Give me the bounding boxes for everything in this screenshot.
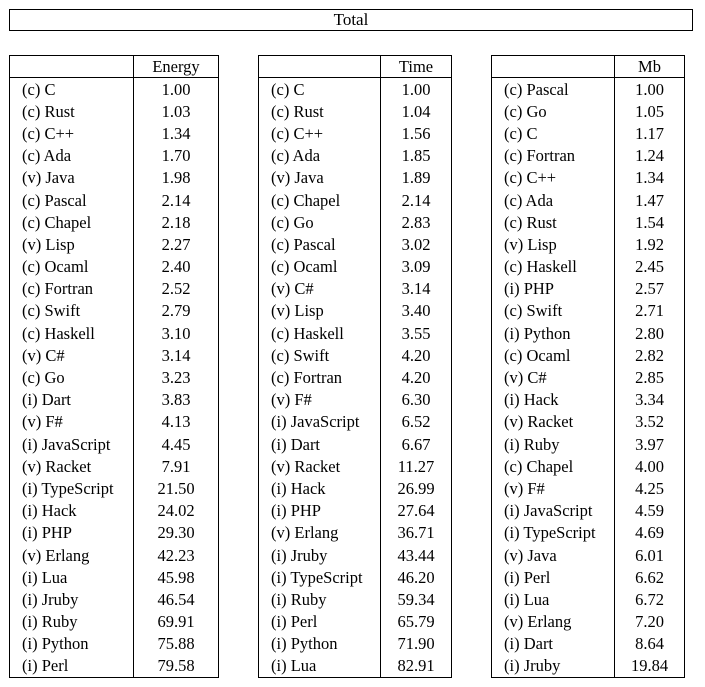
value-cell: 6.72 — [615, 588, 685, 610]
language-cell: (i) Lua — [10, 566, 134, 588]
language-cell: (v) Racket — [259, 455, 381, 477]
value-cell: 1.56 — [381, 122, 452, 144]
value-cell: 1.89 — [381, 167, 452, 189]
language-cell: (v) C# — [492, 366, 615, 388]
language-cell: (c) Swift — [492, 300, 615, 322]
language-cell: (c) Rust — [492, 211, 615, 233]
table-row — [492, 167, 685, 189]
value-cell: 4.20 — [381, 366, 452, 388]
value-cell: 2.57 — [615, 278, 685, 300]
language-cell: (i) Python — [492, 322, 615, 344]
value-cell: 2.83 — [381, 211, 452, 233]
language-cell: (v) Erlang — [10, 544, 134, 566]
table-row — [492, 566, 685, 588]
language-cell: (v) Java — [10, 167, 134, 189]
language-cell: (c) Fortran — [10, 278, 134, 300]
table-row — [10, 322, 219, 344]
value-cell: 1.34 — [615, 167, 685, 189]
language-cell: (i) Dart — [259, 433, 381, 455]
table-row — [492, 611, 685, 633]
language-cell: (c) C++ — [492, 167, 615, 189]
table-row — [259, 477, 452, 499]
table-row — [259, 256, 452, 278]
value-cell: 71.90 — [381, 633, 452, 655]
table-row — [492, 455, 685, 477]
value-cell: 46.20 — [381, 566, 452, 588]
table-row — [259, 433, 452, 455]
value-cell: 6.62 — [615, 566, 685, 588]
table-row — [10, 522, 219, 544]
value-cell: 1.47 — [615, 189, 685, 211]
table-row — [492, 211, 685, 233]
table-row — [492, 588, 685, 610]
table-row — [259, 389, 452, 411]
table-row — [259, 122, 452, 144]
table-row — [259, 588, 452, 610]
language-cell: (c) Ada — [492, 189, 615, 211]
value-cell: 4.20 — [381, 344, 452, 366]
table-row — [10, 189, 219, 211]
value-cell: 3.40 — [381, 300, 452, 322]
value-cell: 4.00 — [615, 455, 685, 477]
table-row — [10, 611, 219, 633]
table-row — [492, 100, 685, 122]
language-cell: (v) C# — [10, 344, 134, 366]
language-cell: (c) Ocaml — [492, 344, 615, 366]
value-cell: 3.14 — [134, 344, 219, 366]
value-cell: 4.13 — [134, 411, 219, 433]
table-row — [492, 477, 685, 499]
language-cell: (i) Jruby — [259, 544, 381, 566]
language-cell: (c) Fortran — [259, 366, 381, 388]
table-row — [492, 366, 685, 388]
table-row — [259, 455, 452, 477]
language-cell: (i) Jruby — [10, 588, 134, 610]
table-row — [492, 278, 685, 300]
table-row — [259, 78, 452, 101]
language-cell: (i) JavaScript — [492, 500, 615, 522]
table-row — [10, 433, 219, 455]
language-cell: (i) Python — [259, 633, 381, 655]
table-row — [492, 544, 685, 566]
table-row — [492, 256, 685, 278]
language-cell: (c) C — [492, 122, 615, 144]
table-row — [492, 122, 685, 144]
language-cell: (v) Erlang — [259, 522, 381, 544]
table-row — [10, 100, 219, 122]
language-cell: (i) PHP — [259, 500, 381, 522]
language-cell: (v) Lisp — [259, 300, 381, 322]
table-row — [10, 122, 219, 144]
language-cell: (c) Ocaml — [10, 256, 134, 278]
table-row — [10, 500, 219, 522]
value-cell: 11.27 — [381, 455, 452, 477]
language-cell: (c) Chapel — [259, 189, 381, 211]
value-cell: 3.23 — [134, 366, 219, 388]
language-cell: (i) Perl — [259, 611, 381, 633]
language-cell: (i) Lua — [492, 588, 615, 610]
value-cell: 1.98 — [134, 167, 219, 189]
language-cell: (i) TypeScript — [259, 566, 381, 588]
value-cell: 6.30 — [381, 389, 452, 411]
table-row — [10, 344, 219, 366]
value-cell: 2.14 — [381, 189, 452, 211]
language-cell: (i) PHP — [492, 278, 615, 300]
value-cell: 1.70 — [134, 145, 219, 167]
table-row — [259, 100, 452, 122]
value-cell: 3.97 — [615, 433, 685, 455]
language-cell: (c) C — [259, 78, 381, 101]
value-cell: 2.85 — [615, 366, 685, 388]
table-row — [10, 256, 219, 278]
table-title: Total — [9, 9, 693, 31]
language-cell: (i) Dart — [10, 389, 134, 411]
value-cell: 1.34 — [134, 122, 219, 144]
language-column-header — [10, 56, 134, 78]
value-cell: 75.88 — [134, 633, 219, 655]
language-cell: (i) Hack — [10, 500, 134, 522]
memory-column-header: Mb — [615, 56, 685, 78]
table-row — [259, 278, 452, 300]
table-row — [259, 145, 452, 167]
value-cell: 36.71 — [381, 522, 452, 544]
value-cell: 2.18 — [134, 211, 219, 233]
value-cell: 21.50 — [134, 477, 219, 499]
value-cell: 1.24 — [615, 145, 685, 167]
value-cell: 6.01 — [615, 544, 685, 566]
language-cell: (c) Ada — [10, 145, 134, 167]
language-cell: (c) Go — [492, 100, 615, 122]
value-cell: 3.02 — [381, 233, 452, 255]
value-cell: 2.80 — [615, 322, 685, 344]
value-cell: 1.17 — [615, 122, 685, 144]
language-cell: (i) TypeScript — [10, 477, 134, 499]
language-cell: (c) Haskell — [10, 322, 134, 344]
value-cell: 1.00 — [615, 78, 685, 101]
language-cell: (c) Rust — [10, 100, 134, 122]
value-cell: 82.91 — [381, 655, 452, 678]
value-cell: 2.45 — [615, 256, 685, 278]
table-row — [492, 389, 685, 411]
energy-table — [9, 55, 219, 678]
value-cell: 19.84 — [615, 655, 685, 678]
value-cell: 79.58 — [134, 655, 219, 678]
table-row — [492, 189, 685, 211]
language-cell: (c) Pascal — [492, 78, 615, 101]
table-row — [10, 300, 219, 322]
table-row — [10, 233, 219, 255]
table-row — [492, 633, 685, 655]
table-row — [10, 167, 219, 189]
value-cell: 1.00 — [134, 78, 219, 101]
table-row — [10, 655, 219, 678]
language-cell: (c) Swift — [10, 300, 134, 322]
time-column-header: Time — [381, 56, 452, 78]
language-cell: (c) Go — [10, 366, 134, 388]
language-cell: (i) Ruby — [259, 588, 381, 610]
language-cell: (v) F# — [10, 411, 134, 433]
value-cell: 1.04 — [381, 100, 452, 122]
value-cell: 4.25 — [615, 477, 685, 499]
language-cell: (v) F# — [259, 389, 381, 411]
value-cell: 3.09 — [381, 256, 452, 278]
language-cell: (v) Lisp — [10, 233, 134, 255]
table-row — [10, 633, 219, 655]
language-cell: (c) Chapel — [10, 211, 134, 233]
language-cell: (c) Ocaml — [259, 256, 381, 278]
time-table — [258, 55, 452, 678]
language-cell: (i) JavaScript — [10, 433, 134, 455]
value-cell: 46.54 — [134, 588, 219, 610]
table-row — [259, 633, 452, 655]
value-cell: 3.83 — [134, 389, 219, 411]
table-row — [259, 344, 452, 366]
table-row — [259, 233, 452, 255]
value-cell: 3.52 — [615, 411, 685, 433]
table-row — [259, 322, 452, 344]
value-cell: 45.98 — [134, 566, 219, 588]
language-cell: (v) F# — [492, 477, 615, 499]
table-row — [259, 300, 452, 322]
language-cell: (i) Python — [10, 633, 134, 655]
language-cell: (i) Lua — [259, 655, 381, 678]
value-cell: 7.91 — [134, 455, 219, 477]
table-row — [492, 655, 685, 678]
value-cell: 1.03 — [134, 100, 219, 122]
table-row — [10, 145, 219, 167]
language-cell: (v) Racket — [10, 455, 134, 477]
table-row — [10, 477, 219, 499]
table-row — [492, 433, 685, 455]
table-row — [492, 500, 685, 522]
table-row — [492, 145, 685, 167]
value-cell: 69.91 — [134, 611, 219, 633]
table-row — [492, 522, 685, 544]
value-cell: 1.05 — [615, 100, 685, 122]
value-cell: 2.52 — [134, 278, 219, 300]
language-cell: (c) Pascal — [10, 189, 134, 211]
language-cell: (c) C — [10, 78, 134, 101]
value-cell: 3.55 — [381, 322, 452, 344]
value-cell: 7.20 — [615, 611, 685, 633]
language-cell: (c) Go — [259, 211, 381, 233]
value-cell: 1.00 — [381, 78, 452, 101]
table-row — [10, 78, 219, 101]
language-cell: (c) Fortran — [492, 145, 615, 167]
table-row — [10, 278, 219, 300]
language-cell: (v) Java — [492, 544, 615, 566]
language-cell: (i) Ruby — [492, 433, 615, 455]
language-cell: (c) Rust — [259, 100, 381, 122]
table-row — [259, 611, 452, 633]
value-cell: 2.71 — [615, 300, 685, 322]
table-row — [259, 544, 452, 566]
table-row — [10, 211, 219, 233]
value-cell: 2.40 — [134, 256, 219, 278]
value-cell: 8.64 — [615, 633, 685, 655]
table-row — [259, 167, 452, 189]
language-cell: (v) Racket — [492, 411, 615, 433]
value-cell: 1.85 — [381, 145, 452, 167]
table-row — [492, 233, 685, 255]
language-cell: (c) Ada — [259, 145, 381, 167]
value-cell: 1.54 — [615, 211, 685, 233]
memory-table — [491, 55, 685, 678]
language-cell: (i) Hack — [492, 389, 615, 411]
value-cell: 65.79 — [381, 611, 452, 633]
table-row — [259, 522, 452, 544]
value-cell: 3.14 — [381, 278, 452, 300]
table-row — [259, 411, 452, 433]
language-cell: (c) Swift — [259, 344, 381, 366]
table-row — [259, 566, 452, 588]
table-row — [492, 300, 685, 322]
table-row — [10, 389, 219, 411]
language-cell: (i) Perl — [492, 566, 615, 588]
table-row — [492, 411, 685, 433]
table-row — [259, 500, 452, 522]
value-cell: 6.52 — [381, 411, 452, 433]
table-row — [259, 211, 452, 233]
table-row — [492, 344, 685, 366]
value-cell: 43.44 — [381, 544, 452, 566]
value-cell: 29.30 — [134, 522, 219, 544]
value-cell: 2.79 — [134, 300, 219, 322]
language-cell: (c) C++ — [10, 122, 134, 144]
language-cell: (i) Jruby — [492, 655, 615, 678]
value-cell: 27.64 — [381, 500, 452, 522]
language-cell: (c) Chapel — [492, 455, 615, 477]
value-cell: 4.69 — [615, 522, 685, 544]
value-cell: 2.14 — [134, 189, 219, 211]
value-cell: 24.02 — [134, 500, 219, 522]
value-cell: 26.99 — [381, 477, 452, 499]
language-column-header — [259, 56, 381, 78]
language-cell: (i) Hack — [259, 477, 381, 499]
language-cell: (v) Erlang — [492, 611, 615, 633]
table-row — [259, 655, 452, 678]
value-cell: 6.67 — [381, 433, 452, 455]
table-row — [492, 322, 685, 344]
value-cell: 4.45 — [134, 433, 219, 455]
value-cell: 2.82 — [615, 344, 685, 366]
language-cell: (i) Ruby — [10, 611, 134, 633]
value-cell: 4.59 — [615, 500, 685, 522]
language-cell: (i) Dart — [492, 633, 615, 655]
value-cell: 59.34 — [381, 588, 452, 610]
value-cell: 3.10 — [134, 322, 219, 344]
value-cell: 1.92 — [615, 233, 685, 255]
language-cell: (i) JavaScript — [259, 411, 381, 433]
value-cell: 2.27 — [134, 233, 219, 255]
table-row — [492, 78, 685, 101]
table-row — [259, 366, 452, 388]
value-cell: 42.23 — [134, 544, 219, 566]
energy-column-header: Energy — [134, 56, 219, 78]
table-row — [10, 366, 219, 388]
table-row — [10, 588, 219, 610]
language-cell: (v) C# — [259, 278, 381, 300]
language-cell: (v) Java — [259, 167, 381, 189]
table-row — [10, 566, 219, 588]
language-column-header — [492, 56, 615, 78]
table-row — [10, 411, 219, 433]
language-cell: (c) Haskell — [492, 256, 615, 278]
table-row — [259, 189, 452, 211]
language-cell: (i) PHP — [10, 522, 134, 544]
value-cell: 3.34 — [615, 389, 685, 411]
language-cell: (c) Haskell — [259, 322, 381, 344]
table-row — [10, 455, 219, 477]
language-cell: (c) C++ — [259, 122, 381, 144]
language-cell: (v) Lisp — [492, 233, 615, 255]
language-cell: (c) Pascal — [259, 233, 381, 255]
table-row — [10, 544, 219, 566]
language-cell: (i) TypeScript — [492, 522, 615, 544]
language-cell: (i) Perl — [10, 655, 134, 678]
